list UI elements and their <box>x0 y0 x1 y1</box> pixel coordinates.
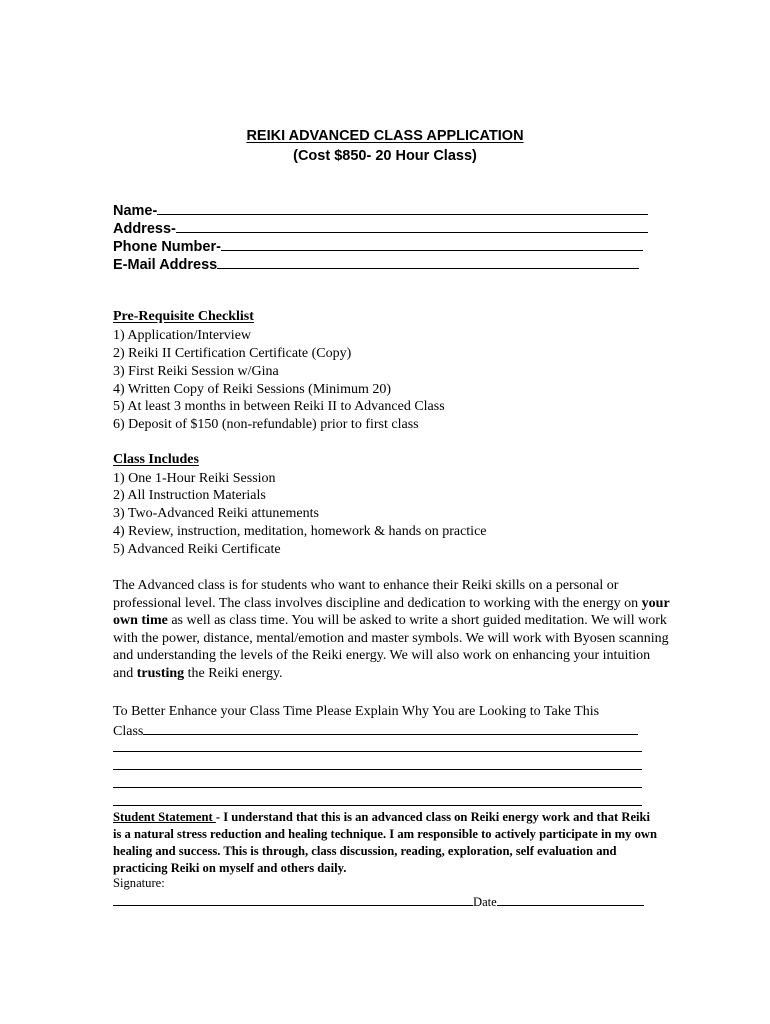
phone-field[interactable] <box>113 237 643 256</box>
prerequisite-heading: Pre-Requisite Checklist <box>113 309 254 324</box>
date-label: Date <box>473 895 497 909</box>
question-prompt: To Better Enhance your Class Time Please Explain Why You are Looking to Take This <box>113 704 600 719</box>
prerequisite-item: 2) Reiki II Certification Certificate (Copy) <box>113 346 352 361</box>
email-field[interactable] <box>113 255 639 274</box>
student-statement <box>113 809 658 877</box>
answer-blank[interactable] <box>143 721 638 735</box>
phone-blank[interactable] <box>221 237 643 251</box>
signature-row[interactable] <box>113 893 644 910</box>
answer-line[interactable] <box>113 787 642 788</box>
prerequisite-item: 5) At least 3 months in between Reiki II to Advanced Class <box>113 399 445 414</box>
email-label: E-Mail Address <box>113 257 218 273</box>
includes-item: 2) All Instruction Materials <box>113 488 266 503</box>
answer-line[interactable] <box>113 805 642 806</box>
answer-line-first[interactable] <box>113 721 638 741</box>
includes-heading: Class Includes <box>113 452 199 467</box>
answer-line[interactable] <box>113 769 642 770</box>
prerequisite-item: 6) Deposit of $150 (non-refundable) prior to first class <box>113 417 419 432</box>
emphasis-own-time: your own time <box>113 595 670 628</box>
name-field[interactable] <box>113 201 648 220</box>
signature-blank[interactable] <box>113 893 473 906</box>
signature-label: Signature: <box>113 876 165 890</box>
emphasis-trusting: trusting <box>136 665 185 681</box>
prerequisite-item: 3) First Reiki Session w/Gina <box>113 364 279 379</box>
address-blank[interactable] <box>176 219 648 233</box>
includes-item: 4) Review, instruction, meditation, homework & hands on practice <box>113 524 487 539</box>
page-title: REIKI ADVANCED CLASS APPLICATION <box>246 128 524 144</box>
includes-item: 1) One 1-Hour Reiki Session <box>113 471 276 486</box>
address-field[interactable] <box>113 219 648 238</box>
question-prompt-cont: Class <box>113 724 144 739</box>
includes-item: 5) Advanced Reiki Certificate <box>113 542 281 557</box>
address-label: Address- <box>113 221 176 237</box>
statement-text: - I understand that this is an advanced class on Reiki energy work and that Reiki is a natural stress reduction and healing technique. I am responsible to actively participate in my own healing and success. This is through, class discussion, reading, exploration, self evaluation and practicing Reiki on myself and others daily. <box>113 810 658 875</box>
includes-item: 3) Two-Advanced Reiki attunements <box>113 506 319 521</box>
prerequisite-item: 4) Written Copy of Reiki Sessions (Minimum 20) <box>113 382 392 397</box>
statement-heading: Student Statement <box>113 810 216 824</box>
email-blank[interactable] <box>217 255 639 269</box>
phone-label: Phone Number- <box>113 239 221 255</box>
name-blank[interactable] <box>157 201 648 215</box>
date-blank[interactable] <box>497 893 644 906</box>
name-label: Name- <box>113 203 158 219</box>
class-description: The Advanced class is for students who want to enhance their Reiki skills on a personal or professional level. The class involves discipline and dedication to working with the energy on your own time as well as class time. You will be asked to write a short guided meditation. We will work with the power, distance, mental/emotion and master symbols. We will work with Byosen scanning and understanding the levels of the Reiki energy. We will also work on enhancing your intuition and trusting the Reiki energy. <box>113 578 670 681</box>
page-subtitle: (Cost $850- 20 Hour Class) <box>293 148 477 164</box>
answer-line[interactable] <box>113 751 642 752</box>
prerequisite-item: 1) Application/Interview <box>113 328 252 343</box>
